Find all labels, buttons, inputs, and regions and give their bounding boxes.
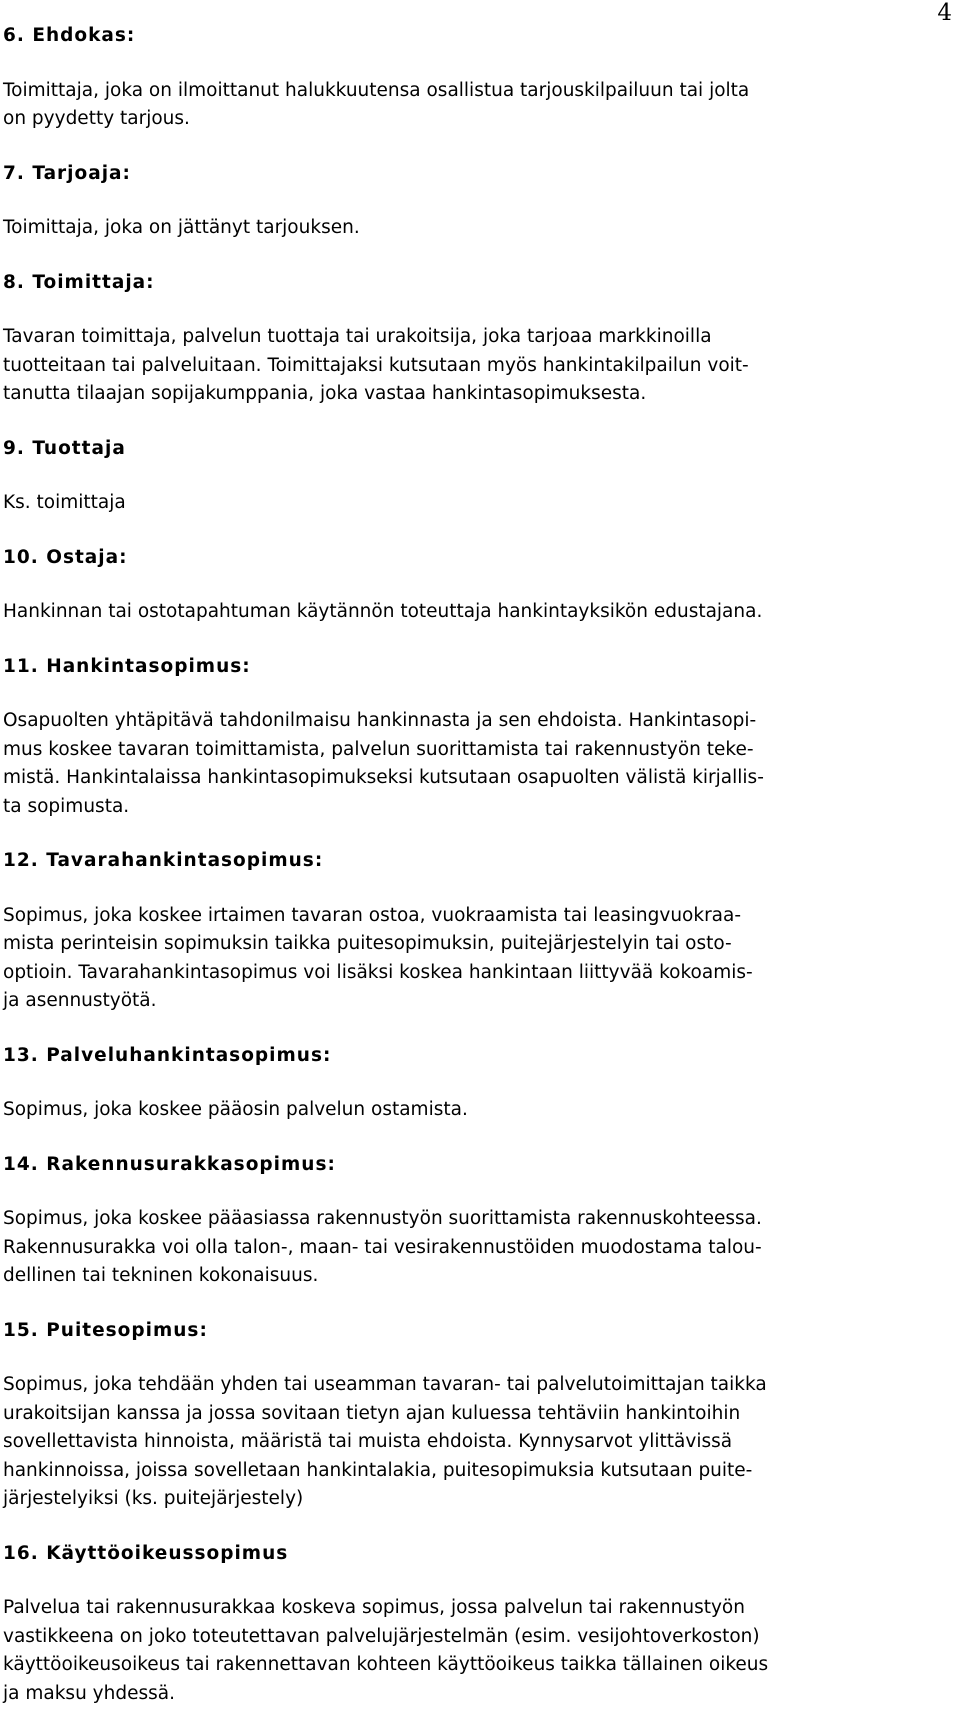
section-heading: 15. Puitesopimus: [3,1319,208,1341]
section-tarjoaja [3,160,953,243]
section-heading: 7. Tarjoaja: [3,162,131,184]
section-ehdokas [3,22,953,134]
section-ostaja [3,544,953,627]
paragraph-line: on pyydetty tarjous. [3,108,190,129]
paragraph-line: dellinen tai tekninen kokonaisuus. [3,1265,319,1286]
paragraph-line: Sopimus, joka koskee irtaimen tavaran ostoa, vuokraamista tai leasingvuokraa- [3,904,742,926]
section-palveluhankintasopimus [3,1042,953,1125]
section-rakennusurakkasopimus [3,1151,953,1291]
section-toimittaja [3,269,953,409]
section-heading: 9. Tuottaja [3,437,126,459]
section-paragraph [3,489,953,518]
section-paragraph [3,598,953,627]
section-heading: 11. Hankintasopimus: [3,655,251,677]
section-heading: 6. Ehdokas: [3,25,136,46]
paragraph-line: järjestelyiksi (ks. puitejärjestely) [3,1488,304,1509]
paragraph-line: Sopimus, joka koskee pääasiassa rakennustyön suorittamista rakennuskohteessa. [3,1208,762,1229]
paragraph-line: Palvelua tai rakennusurakkaa koskeva sopimus, jossa palvelun tai rakennustyön [3,1597,745,1618]
paragraph-line: mista perinteisin sopimuksin taikka puitesopimuksin, puitejärjestelyin tai osto- [3,933,732,954]
paragraph-line: hankinnoissa, joissa sovelletaan hankintalakia, puitesopimuksia kutsutaan puite- [3,1459,753,1481]
section-tavarahankintasopimus [3,847,953,1016]
paragraph-line: Sopimus, joka koskee pääosin palvelun ostamista. [3,1099,468,1120]
section-paragraph [3,323,953,409]
paragraph-line: mus koskee tavaran toimittamista, palvelun suorittamista tai rakennustyön teke- [3,738,754,760]
section-hankintasopimus [3,653,953,822]
section-paragraph [3,1205,953,1291]
paragraph-line: Rakennusurakka voi olla talon-, maan- tai vesirakennustöiden muodostama talou- [3,1236,762,1258]
paragraph-line: Osapuolten yhtäpitävä tahdonilmaisu hankinnasta ja sen ehdoista. Hankintasopi- [3,710,757,731]
paragraph-line: mistä. Hankintalaissa hankintasopimukseksi kutsutaan osapuolten välistä kirjallis- [3,767,764,788]
section-heading: 8. Toimittaja: [3,271,155,293]
paragraph-line: Tavaran toimittaja, palvelun tuottaja tai urakoitsija, joka tarjoaa markkinoilla [3,326,712,347]
paragraph-line: tuotteitaan tai palveluitaan. Toimittajaksi kutsutaan myös hankintakilpailun voit- [3,354,749,376]
paragraph-line: Ks. toimittaja [3,492,126,513]
section-heading: 14. Rakennusurakkasopimus: [3,1153,336,1175]
section-paragraph [3,1594,953,1708]
page-number: 4 [937,0,952,26]
section-heading: 13. Palveluhankintasopimus: [3,1044,332,1066]
paragraph-line: urakoitsijan kanssa ja jossa sovitaan tietyn ajan kuluessa tehtäviin hankintoihin [3,1402,741,1424]
paragraph-line: Toimittaja, joka on ilmoittanut halukkuutensa osallistua tarjouskilpailuun tai jolta [3,79,750,101]
section-kayttooikeussopimus [3,1540,953,1709]
paragraph-line: vastikkeena on joko toteutettavan palvelujärjestelmän (esim. vesijohtoverkoston) [3,1625,760,1647]
section-puitesopimus [3,1317,953,1514]
section-paragraph [3,1371,953,1514]
paragraph-line: ta sopimusta. [3,795,130,817]
section-paragraph [3,902,953,1016]
section-paragraph [3,707,953,821]
paragraph-line: ja maksu yhdessä. [3,1682,175,1704]
paragraph-line: optioin. Tavarahankintasopimus voi lisäksi koskea hankintaan liittyvää kokoamis- [3,961,753,983]
paragraph-line: ja asennustyötä. [3,990,157,1011]
section-heading: 10. Ostaja: [3,546,128,568]
section-tuottaja [3,435,953,518]
paragraph-line: Hankinnan tai ostotapahtuman käytännön toteuttaja hankintayksikön edustajana. [3,601,763,622]
section-heading: 12. Tavarahankintasopimus: [3,850,324,871]
paragraph-line: tanutta tilaajan sopijakumppania, joka vastaa hankintasopimuksesta. [3,383,647,404]
section-paragraph [3,214,953,243]
section-paragraph [3,77,953,134]
section-paragraph [3,1096,953,1125]
section-heading: 16. Käyttöoikeussopimus [3,1542,289,1564]
paragraph-line: Sopimus, joka tehdään yhden tai useamman tavaran- tai palvelutoimittajan taikka [3,1374,767,1395]
document-body [3,22,953,1734]
paragraph-line: Toimittaja, joka on jättänyt tarjouksen. [3,217,360,238]
paragraph-line: sovellettavista hinnoista, määristä tai muista ehdoista. Kynnysarvot ylittävissä [3,1431,733,1452]
paragraph-line: käyttöoikeusoikeus tai rakennettavan kohteen käyttöoikeus taikka tällainen oikeus [3,1654,769,1675]
